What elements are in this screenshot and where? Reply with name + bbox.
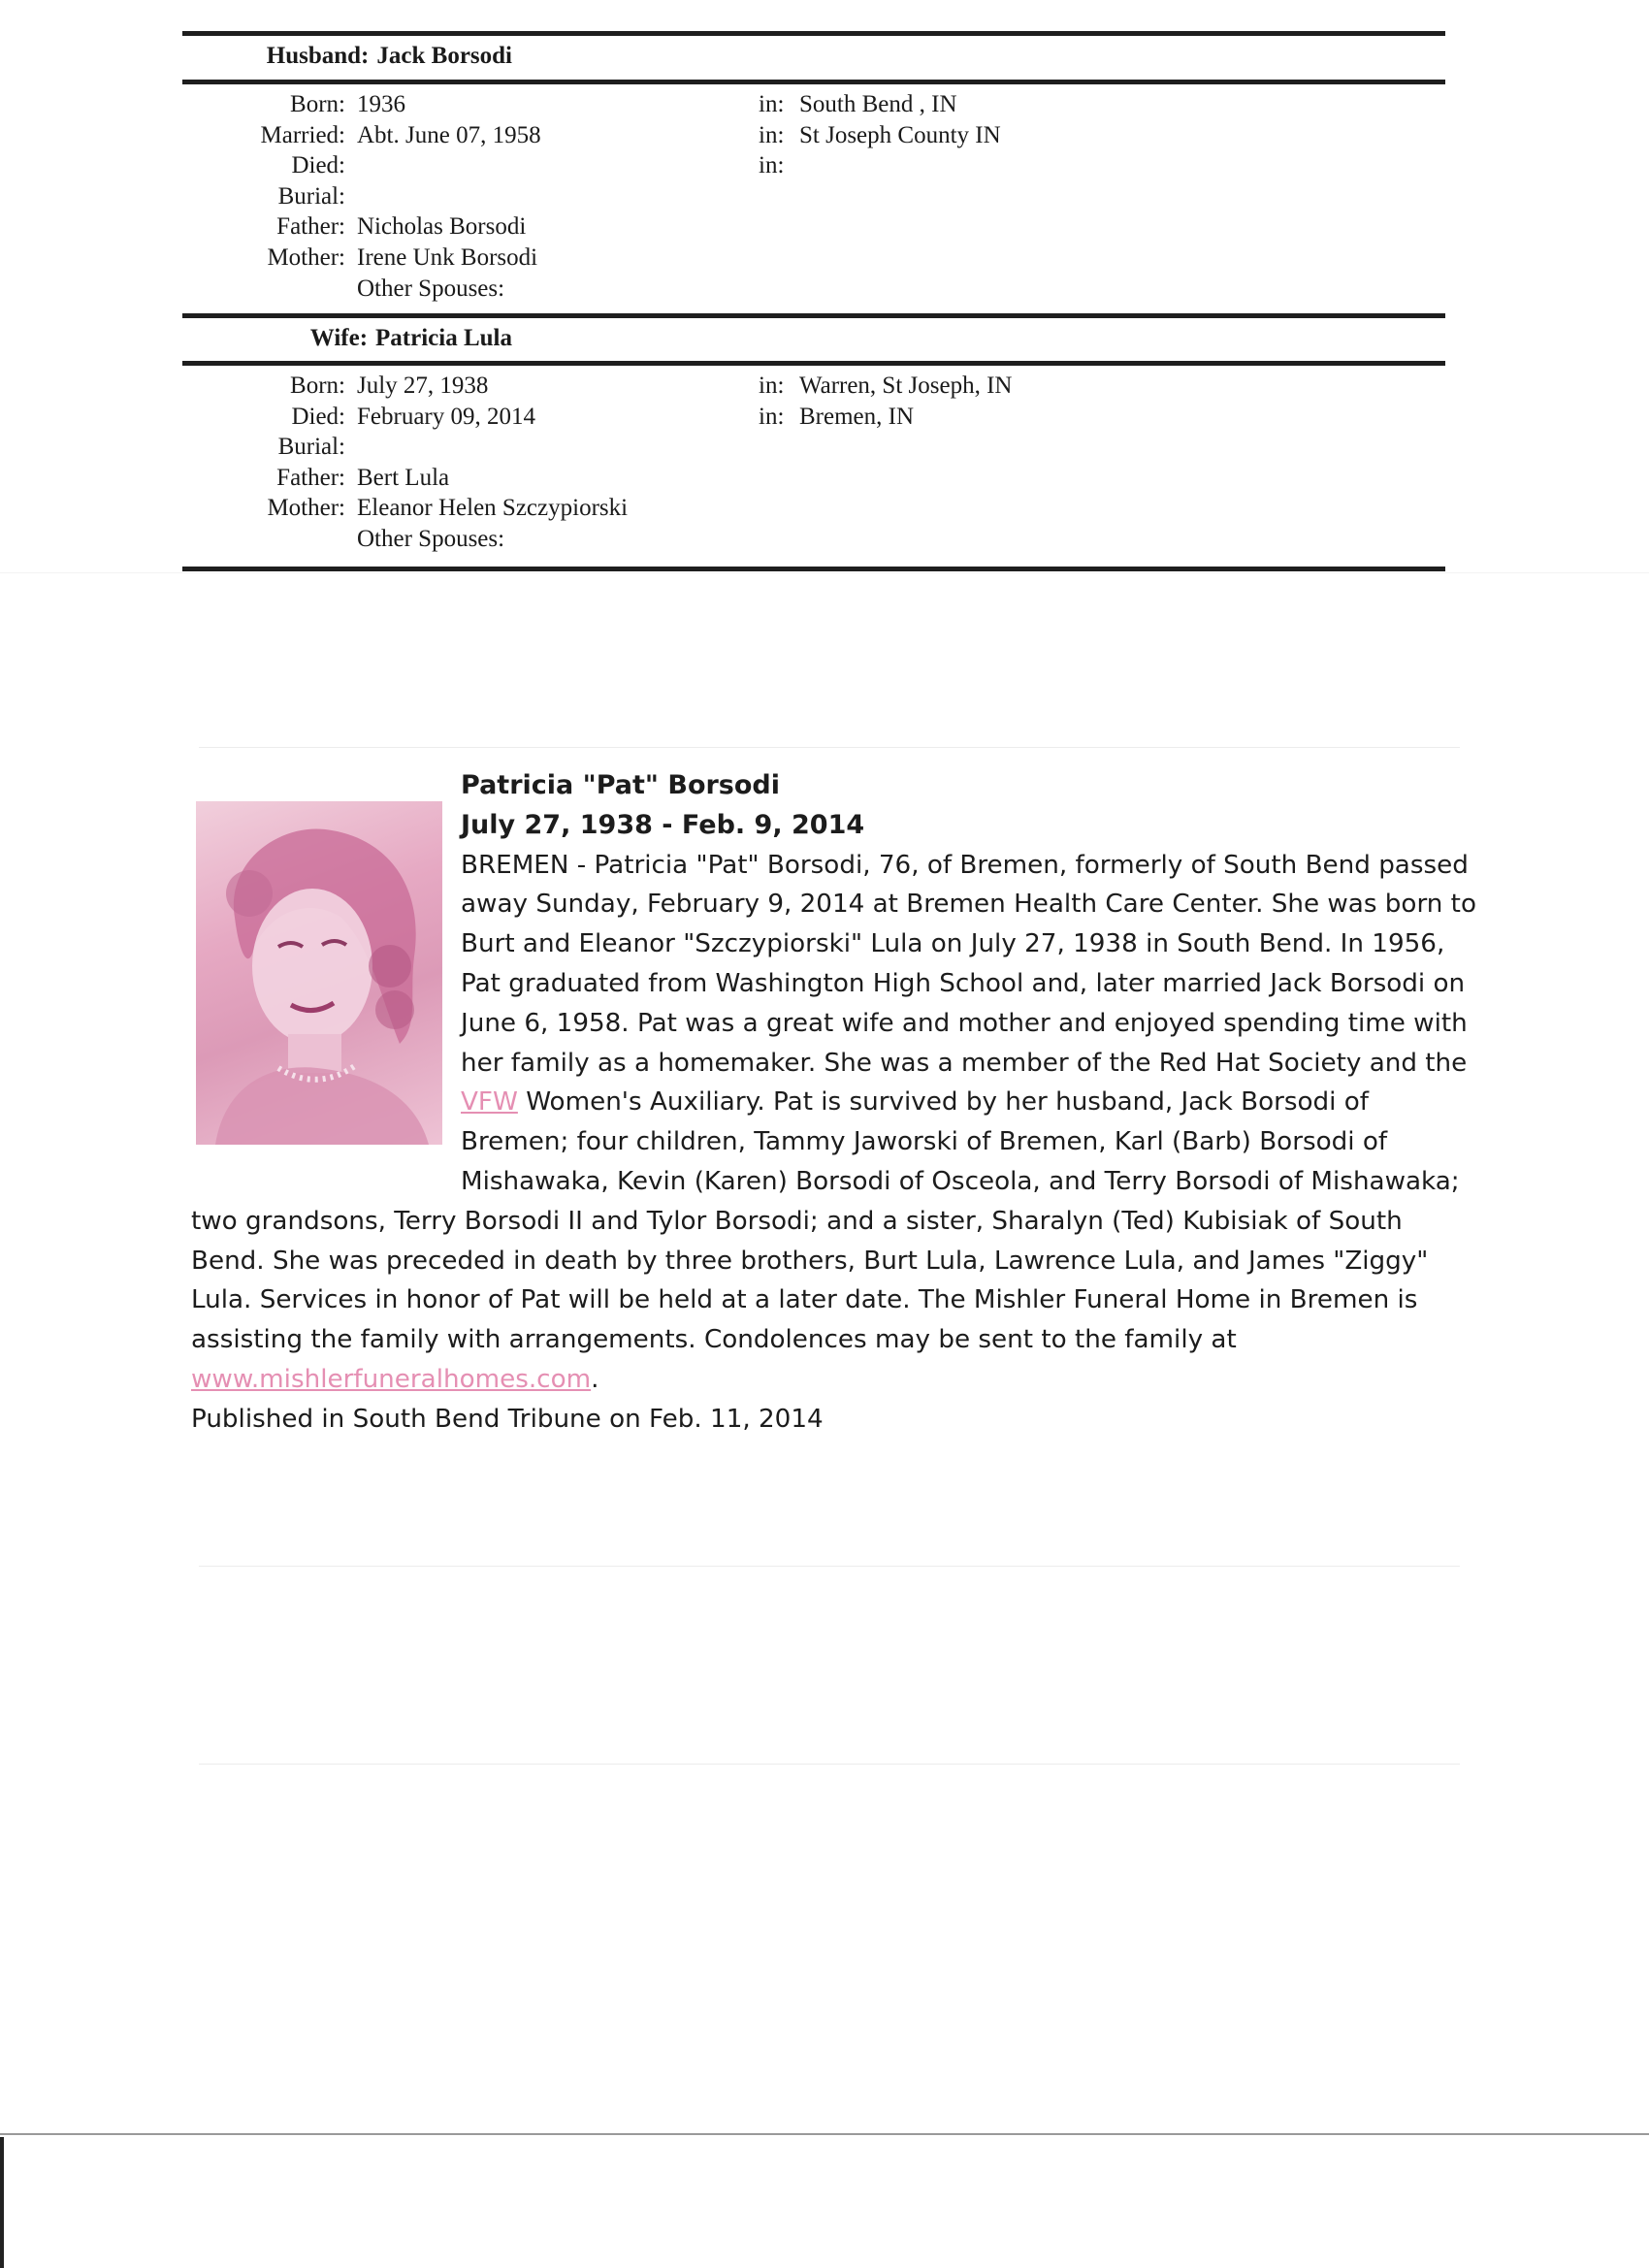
- husband-burial-row: [182, 181, 1445, 212]
- husband-died-row: [182, 150, 1445, 181]
- photo-spacer: [191, 766, 461, 1162]
- row-in-label: in:: [759, 373, 785, 399]
- husband-mother-row: [182, 243, 1445, 274]
- funeral-home-link[interactable]: www.mishlerfuneralhomes.com: [191, 1364, 592, 1394]
- row-label: Died:: [291, 403, 345, 430]
- wife-details: [182, 371, 1445, 555]
- wife-bottom-rule: [182, 567, 1445, 571]
- husband-born-row: [182, 89, 1445, 120]
- ghost-line: [199, 1566, 1460, 1567]
- row-value: Nicholas Borsodi: [357, 213, 527, 241]
- row-label: Born:: [290, 91, 345, 117]
- row-value: July 27, 1938: [357, 373, 489, 399]
- row-label: Mother:: [267, 243, 345, 271]
- row-value: Eleanor Helen Szczypiorski: [357, 495, 629, 522]
- husband-details: [182, 89, 1445, 304]
- husband-top-rule: [182, 31, 1445, 36]
- wife-top-rule: [182, 313, 1445, 318]
- husband-title: [182, 41, 512, 72]
- row-value: February 09, 2014: [357, 403, 535, 430]
- row-label: Married:: [260, 121, 345, 148]
- row-in-label: in:: [759, 152, 785, 179]
- row-value: Irene Unk Borsodi: [357, 243, 538, 271]
- wife-other-spouses-row: [182, 524, 1445, 555]
- row-label: Burial:: [277, 434, 345, 461]
- obituary-text: [191, 766, 1481, 1440]
- obituary-name: Patricia "Pat" Borsodi: [461, 770, 781, 800]
- row-in-value: St Joseph County IN: [799, 121, 1001, 148]
- husband-header-rule: [182, 80, 1445, 84]
- row-in-label: in:: [759, 121, 785, 148]
- page-bottom-line: [0, 2133, 1649, 2135]
- ghost-line: [199, 1764, 1460, 1765]
- husband-married-row: [182, 120, 1445, 151]
- obituary-body-end: .: [591, 1364, 599, 1394]
- scan-left-edge: [0, 2137, 4, 2268]
- husband-name: Jack Borsodi: [376, 43, 512, 69]
- row-value: 1936: [357, 91, 405, 117]
- wife-name: Patricia Lula: [375, 325, 512, 351]
- husband-title-label: Husband:: [266, 43, 370, 69]
- wife-father-row: [182, 463, 1445, 494]
- row-in-value: South Bend , IN: [799, 91, 957, 117]
- wife-born-row: [182, 371, 1445, 402]
- published-note: Published in South Bend Tribune on Feb. 11, 2014: [191, 1404, 824, 1434]
- row-value: Abt. June 07, 1958: [357, 121, 541, 148]
- wife-title-label: Wife:: [309, 325, 369, 351]
- wife-mother-row: [182, 493, 1445, 524]
- obituary-body-part1: BREMEN - Patricia "Pat" Borsodi, 76, of Bremen, formerly of South Bend passed away Sunday, February 9, 2014 at Bremen Health Care Center. She was born to Burt and Eleanor "Szczypiorski" Lula on July 27, 1938 in South Bend. In 1956, Pat graduated from Washington High School and, later married Jack Borsodi on June 6, 1958. Pat was a great wife and mother and enjoyed spending time with her family as a homemaker. She was a member of the Red Hat Society and the: [461, 850, 1476, 1078]
- wife-title: [182, 323, 512, 354]
- row-in-value: Bremen, IN: [799, 403, 915, 430]
- row-label: Father:: [276, 213, 345, 241]
- husband-father-row: [182, 211, 1445, 243]
- other-spouses-label: Other Spouses:: [357, 275, 505, 302]
- ghost-line: [199, 747, 1460, 748]
- husband-other-spouses-row: [182, 274, 1445, 305]
- scan-fold-line: [0, 572, 1649, 573]
- row-in-value: Warren, St Joseph, IN: [799, 373, 1013, 399]
- row-in-label: in:: [759, 403, 785, 430]
- obituary-dates: July 27, 1938 - Feb. 9, 2014: [461, 809, 865, 840]
- wife-burial-row: [182, 432, 1445, 463]
- vfw-link[interactable]: VFW: [461, 1087, 518, 1118]
- other-spouses-label: Other Spouses:: [357, 525, 505, 552]
- obituary-body-part2: Women's Auxiliary. Pat is survived by her husband, Jack Borsodi of Bremen; four children, Tammy Jaworski of Bremen, Karl (Barb) Borsodi of Mishawaka, Kevin (Karen) Borsodi of Osceola, and Terry Borsodi of Mishawaka; two grandsons, Terry Borsodi II and Tylor Borsodi; and a sister, Sharalyn (Ted) Kubisiak of South Bend. She was preceded in death by three brothers, Burt Lula, Lawrence Lula, and James "Ziggy" Lula. Services in honor of Pat will be held at a later date. The Mishler Funeral Home in Bremen is assisting the family with arrangements. Condolences may be sent to the family at: [191, 1087, 1460, 1355]
- row-label: Burial:: [277, 182, 345, 210]
- wife-died-row: [182, 402, 1445, 433]
- row-label: Born:: [290, 373, 345, 399]
- row-label: Father:: [276, 464, 345, 491]
- row-label: Died:: [291, 152, 345, 179]
- row-value: Bert Lula: [357, 464, 450, 491]
- row-label: Mother:: [267, 495, 345, 522]
- row-in-label: in:: [759, 91, 785, 117]
- wife-header-rule: [182, 361, 1445, 366]
